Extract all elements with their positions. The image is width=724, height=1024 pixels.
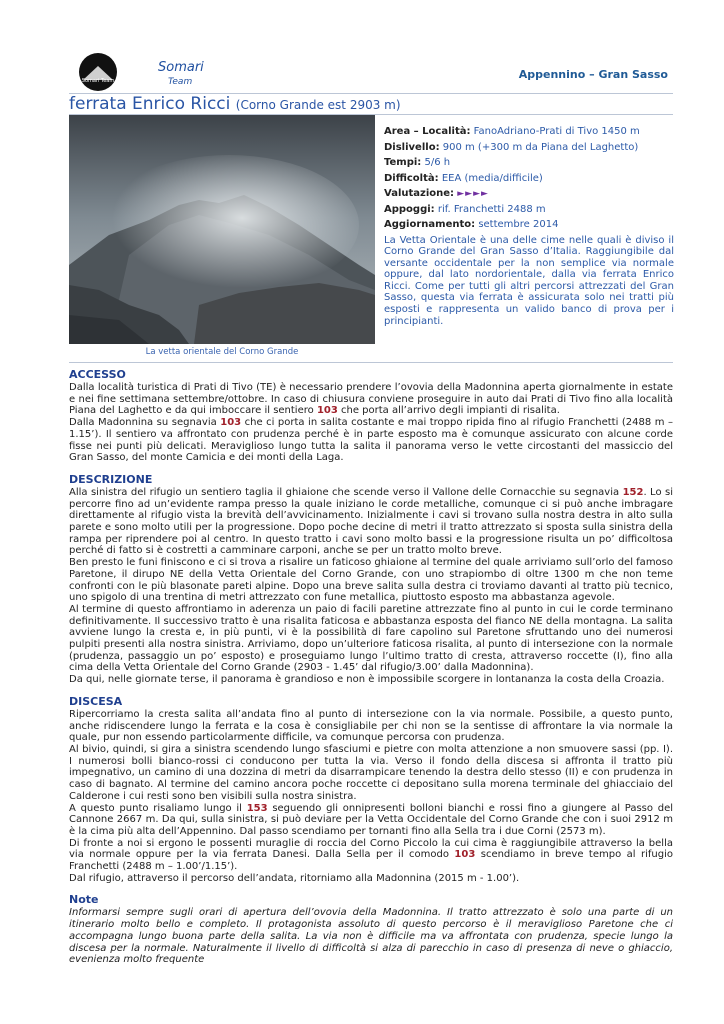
region-label: Appennino – Gran Sasso <box>518 68 668 81</box>
trail-number: 103 <box>316 405 338 417</box>
trail-number: 153 <box>246 802 268 814</box>
mountain-photo-drawing <box>69 115 375 344</box>
accesso-paragraph: Dalla località turistica di Prati di Tivo (TE) è necessario prendere l’ovovia della Madonnina aperta giornalmente in estate e nei fine settimana settembre/ottobre. In caso di chiusura conviene proseguire in auto dai Prati di Tivo fino alla località Piana del Laghetto e da qui imboccare il sentiero 103 che porta all’arrivo degli impianti di risalita. <box>69 382 673 417</box>
trail-number: 103 <box>454 849 476 861</box>
descrizione-paragraph: Ben presto le funi finiscono e ci si trova a risalire un faticoso ghiaione al termine del quale arriviamo sull’orlo del famoso Paretone, il dirupo NE della Vetta Orientale del Corno Grande, con uno strapiombo di oltre 1300 m che non teme confronti con le più blasonate pareti alpine. Dopo una breve salita sulla destra ci troviamo davanti al tratto più tecnico, uno spigolo di una trentina di metri attrezzato con fune metallica, piuttosto esposto ma abbastanza agevole. <box>69 557 673 604</box>
team-name: Somari <box>158 60 204 75</box>
discesa-paragraph: Al bivio, quindi, si gira a sinistra scendendo lungo sfasciumi e pietre con molta attenzione a non smuovere sassi (pp. I). I numerosi bolli bianco-rossi ci conducono per tutta la via. Verso il fondo della discesa si affronta il tratto più impegnativo, un camino di una dozzina di metri da disarrampicare tenendo la destra dello stesso (II) e con prudenza in caso di bagnato. Al termine del camino ancora poche roccette ci depositano sulla morena terminale del ghiacciaio del Calderone i cui resti sono ben visibili sulla nostra sinistra. <box>69 743 673 802</box>
note-text: Informarsi sempre sugli orari di apertura dell’ovovia della Madonnina. Il tratto attrezzato è solo una parte di un itinerario molto bello e completo. Il protagonista assoluto di questo percorso è il meraviglioso Paretone che ci accompagna lungo buona parte della salita. La via non è difficile ma va affrontata con prudenza, specie lungo la discesa per la normale. Naturalmente il livello di difficoltà si alza di parecchio in caso di presenza di neve o ghiaccio, evenienza molto frequente <box>69 907 673 966</box>
discesa-paragraph: A questo punto risaliamo lungo il 153 seguendo gli onnipresenti bolloni bianchi e rossi fino a giungere al Passo del Cannone 2667 m. Da qui, sulla sinistra, si può deviare per la Vetta Occidentale del Corno Grande che con i suoi 2912 m è la cima più alta dell’Appennino. Dal passo scendiamo per tornanti fino alla Sella tra i due Corni (2573 m). <box>69 802 674 837</box>
tempi-value: 5/6 h <box>424 157 451 168</box>
title-subtitle: (Corno Grande est 2903 m) <box>235 98 401 112</box>
intro-text: La Vetta Orientale è una delle cime nelle quali è diviso il Corno Grande del Gran Sasso d’Italia. Raggiungibile dal versante occidentale per la non semplice via normale oppure, dal lato nordorientale, dalla via ferrata Enrico Ricci. Come per tutti gli altri percorsi attrezzati del Gran Sasso, questa via ferrata è assicurata solo nei tratti più esposti e rappresenta un valido banco di prova per i principianti. <box>384 234 674 327</box>
note-heading: Note <box>69 893 99 907</box>
discesa-paragraph: Dal rifugio, attraverso il percorso dell’andata, ritorniamo alla Madonnina (2015 m - 1.00’). <box>69 872 520 884</box>
descrizione-paragraph: Al termine di questo affrontiamo in aderenza un paio di facili paretine attrezzate fino al punto in cui le corde terminano definitivamente. Il successivo tratto è una risalita faticosa e abbastanza esposta del fianco NE della montagna. La salita avviene lungo la cresta e, in più punti, vi è la possibilità di fare capolino sul Paretone sfruttando uno dei numerosi pulpiti presenti alla nostra sinistra. Arriviamo, dopo un’ulteriore faticosa risalita, al punto di intersezione con la normale (prudenza, passaggio un po’ esposto) e proseguiamo lungo l’ultimo tratto di cresta, attraverso roccette (I), fino alla cima della Vetta Orientale del Corno Grande (2903 - 1.45’ dal rifugio/3.00’ dalla Madonnina). <box>69 603 673 674</box>
info-dislivello <box>384 140 674 156</box>
page-title <box>69 94 401 114</box>
team-logo <box>79 53 117 91</box>
accesso-heading: ACCESSO <box>69 368 126 381</box>
logo-text: Somari Team <box>81 78 115 84</box>
descrizione-paragraph: Alla sinistra del rifugio un sentiero taglia il ghiaione che scende verso il Vallone delle Cornacchie su segnavia 152. Lo si percorre fino ad un’evidente rampa presso la quale iniziano le corde metalliche, comunque ci si può anche imbragare direttamente al rifugio vista la brevità dell’avvicinamento. Inizialmente i cavi si trovano sulla nostra destra in alto sulla parete e sono molto utili per la progressione. Dopo poche decine di metri il tratto attrezzato si sposta sulla sinistra della rampa per riprendere poi al centro. In questo tratto i cavi sono molto bassi e la progressione risulta un po’ difficoltosa perché di fatto si è costretti a camminare carponi, anche se per un tratto molto breve. <box>69 486 673 557</box>
info-valutazione <box>384 186 674 202</box>
dislivello-value: 900 m (+300 m da Piana del Laghetto) <box>442 141 639 153</box>
discesa-paragraph: Ripercorriamo la cresta salita all’andata fino al punto di intersezione con la via normale. Possibile, a questo punto, anche ridiscendere lungo la ferrata e la cosa è consigliabile per chi non se la sentisse di affrontare la via normale la quale, pur non essendo particolarmente difficile, va comunque percorsa con prudenza. <box>69 708 673 744</box>
section-divider <box>69 362 673 363</box>
mountain-photo <box>69 115 375 344</box>
main-content <box>69 366 673 966</box>
aggiornamento-label: Aggiornamento: <box>384 219 476 230</box>
info-panel <box>384 124 674 327</box>
area-label: Area – Località: <box>384 126 471 137</box>
accesso-paragraph: Dalla Madonnina su segnavia 103 che ci porta in salita costante e mai troppo ripida fino al rifugio Franchetti (2488 m – 1.15’). Il sentiero va affrontato con prudenza perché è in parte esposto ma è comunque assicurato con alcune corde fisse nei punti più delicati. Meraviglioso lungo tutta la salita il panorama verso le vette circostanti del massiccio del Gran Sasso, del monte Camicia e dei monti della Laga. <box>69 417 674 464</box>
descrizione-heading: DESCRIZIONE <box>69 472 153 486</box>
info-tempi <box>384 155 674 171</box>
appoggi-value: rif. Franchetti 2488 m <box>437 203 546 215</box>
photo-caption: La vetta orientale del Corno Grande <box>145 347 299 357</box>
area-value: FanoAdriano-Prati di Tivo 1450 m <box>473 126 640 137</box>
difficolta-label: Difficoltà: <box>384 172 439 184</box>
trail-number: 103 <box>220 417 242 429</box>
valutazione-label: Valutazione: <box>384 188 455 199</box>
difficolta-value: EEA (media/difficile) <box>441 172 543 184</box>
trail-number: 152 <box>622 486 644 498</box>
info-appoggi <box>384 202 674 218</box>
aggiornamento-value: settembre 2014 <box>478 219 559 230</box>
descrizione-paragraph: Da qui, nelle giornate terse, il panorama è grandioso e non è impossibile scorgere in lontananza la costa della Croazia. <box>69 674 665 686</box>
rating-arrows-icon: ►►►► <box>457 189 489 199</box>
appoggi-label: Appoggi: <box>384 203 435 215</box>
dislivello-label: Dislivello: <box>384 141 440 153</box>
tempi-label: Tempi: <box>384 157 422 168</box>
info-area <box>384 124 674 140</box>
discesa-heading: DISCESA <box>69 694 123 708</box>
title-main: ferrata Enrico Ricci <box>69 94 231 114</box>
team-subtitle: Team <box>168 77 193 87</box>
discesa-paragraph: Di fronte a noi si ergono le possenti muraglie di roccia del Corno Piccolo la cui cima è raggiungibile attraverso la bella via normale oppure per la via ferrata Danesi. Dalla Sella per il comodo 103 scendiamo in breve tempo al rifugio Franchetti (2488 m – 1.00’/1.15’). <box>69 837 673 873</box>
info-difficolta <box>384 171 674 187</box>
info-aggiornamento <box>384 217 674 233</box>
